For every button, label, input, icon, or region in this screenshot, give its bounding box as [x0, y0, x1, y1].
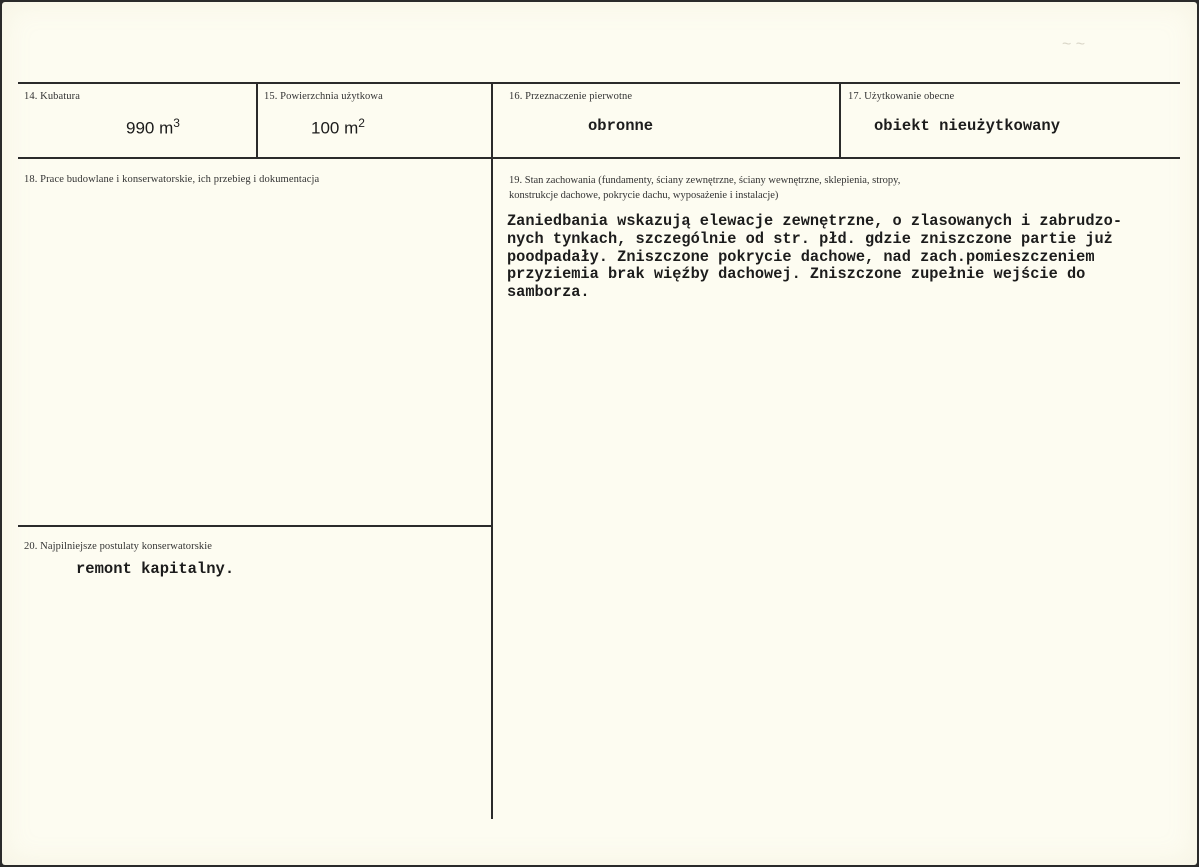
przeznaczenie-value: obronne [588, 117, 654, 135]
przeznaczenie-label: 16. Przeznaczenie pierwotne [509, 91, 633, 102]
powierzchnia-exponent: 2 [358, 116, 365, 130]
section-divider [18, 525, 491, 527]
top-rule [18, 82, 1180, 84]
kubatura-label: 14. Kubatura [24, 91, 81, 102]
column-divider-1 [256, 82, 258, 159]
stan-label [509, 173, 1109, 203]
stan-text-line: poodpadały. Zniszczone pokrycie dachowe, nad zach.pomieszczeniem [507, 247, 1095, 266]
postulaty-value: remont kapitalny. [76, 560, 235, 578]
stan-text-line: Zaniedbania wskazują elewacje zewnętrzne, o zlasowanych i zabrudzo- [507, 212, 1123, 230]
stan-label-line-1: 19. Stan zachowania (fundamenty, ściany zewnętrzne, ściany wewnętrzne, sklepienia, stropy, [509, 175, 901, 186]
stan-text [507, 213, 1197, 302]
record-card [2, 2, 1197, 865]
kubatura-value [126, 116, 180, 139]
faint-mark: ~ ~ [1062, 36, 1086, 53]
uzytkowanie-label: 17. Użytkowanie obecne [848, 91, 955, 102]
powierzchnia-value [311, 116, 365, 139]
uzytkowanie-value: obiekt nieużytkowany [874, 117, 1061, 135]
stan-text-line: nych tynkach, szczególnie od str. płd. gdzie zniszczone partie już [507, 229, 1113, 248]
stan-label-line-2: konstrukcje dachowe, pokrycie dachu, wyposażenie i instalacje) [509, 190, 779, 201]
stan-text-line: samborza. [507, 283, 590, 302]
kubatura-value-text: 990 m [126, 118, 174, 138]
row-divider [18, 157, 1180, 159]
kubatura-exponent: 3 [173, 116, 180, 130]
stan-text-line: przyziemia brak więźby dachowej. Zniszczone zupełnie wejście do [507, 265, 1086, 284]
prace-label: 18. Prace budowlane i konserwatorskie, ich przebieg i dokumentacja [24, 174, 320, 185]
column-divider-3 [839, 82, 841, 159]
powierzchnia-value-text: 100 m [311, 118, 359, 138]
powierzchnia-label: 15. Powierzchnia użytkowa [264, 91, 383, 102]
column-divider-2 [491, 82, 493, 819]
postulaty-label: 20. Najpilniejsze postulaty konserwatorskie [24, 541, 213, 552]
